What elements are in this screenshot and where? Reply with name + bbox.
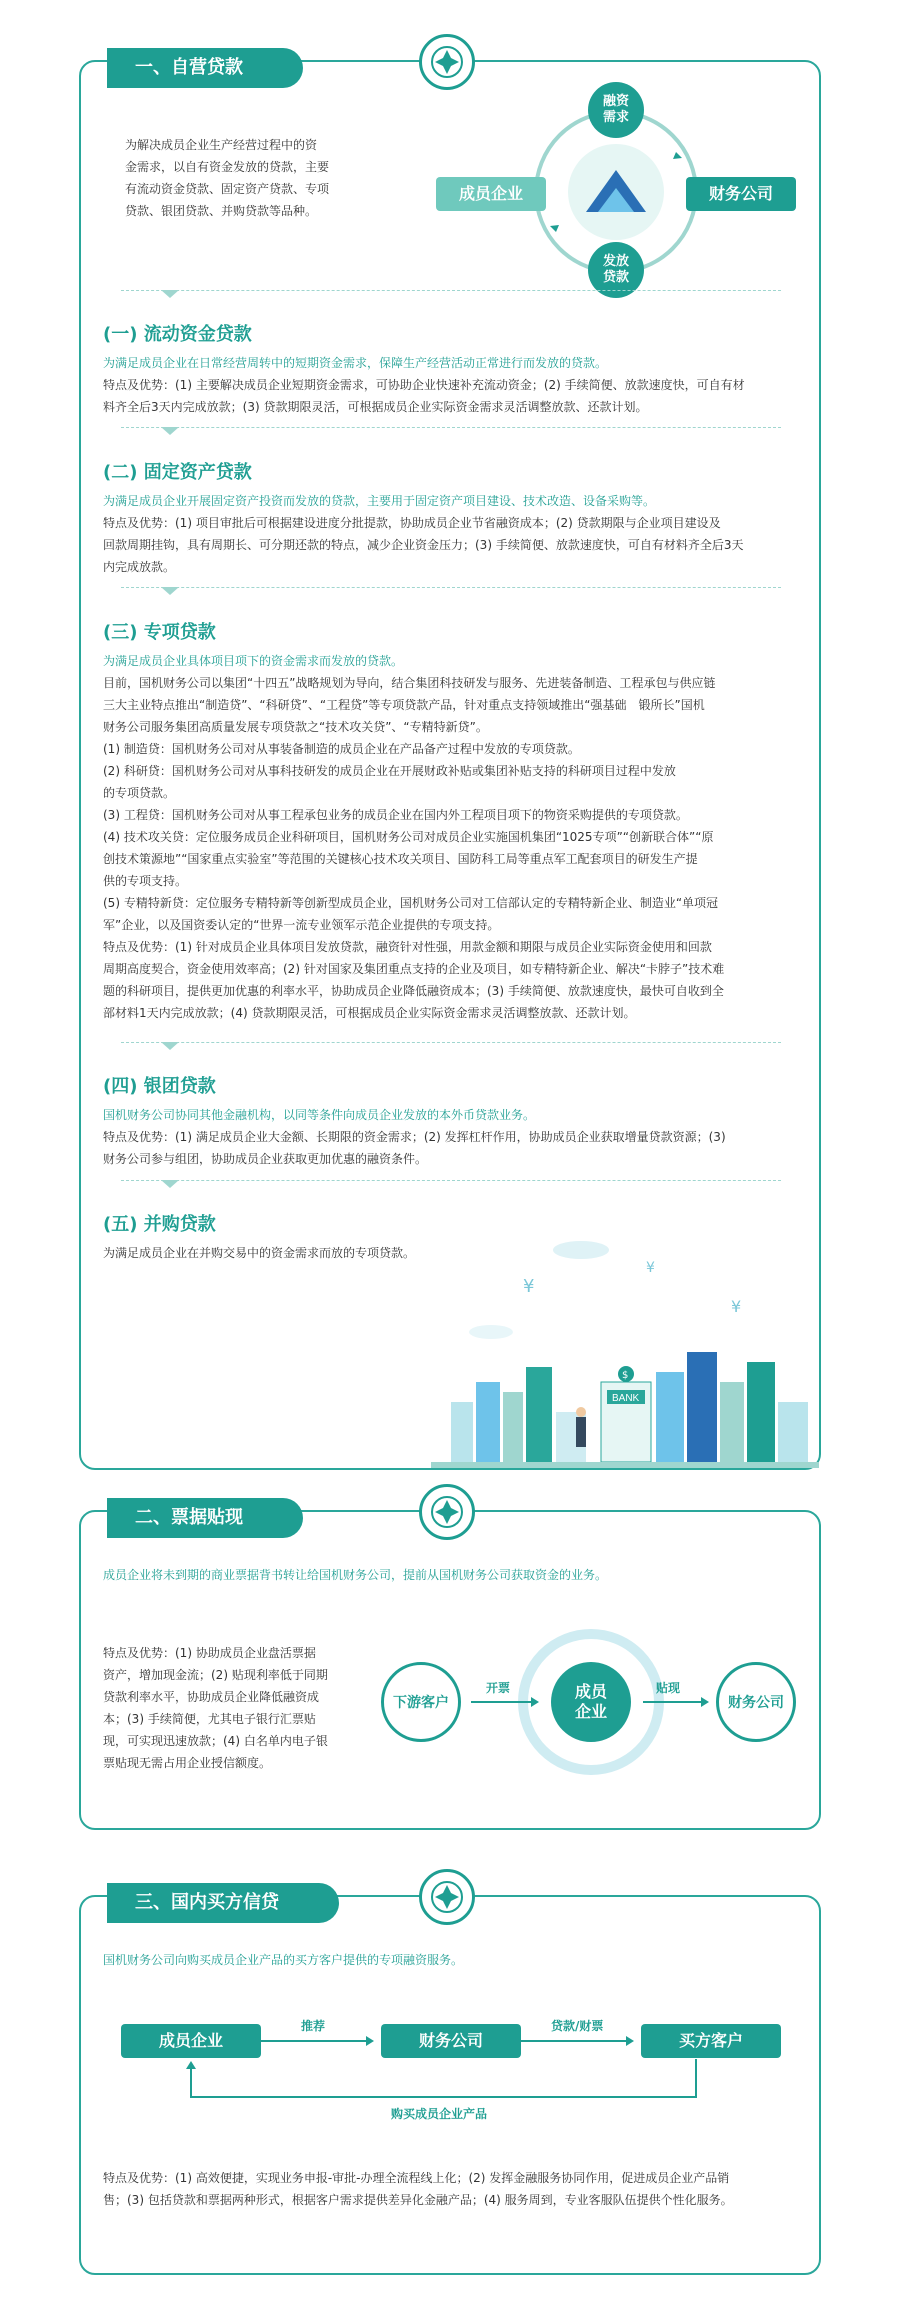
divider-notch [161,1042,179,1050]
svg-text:$: $ [622,1370,629,1381]
label-recommend: 推荐 [301,2019,326,2033]
fixed-asset-text: 为满足成员企业开展固定资产投资而发放的贷款，主要用于固定资产项目建设、技术改造、设备采购等。 特点及优势：(1) 项目审批后可根据建设进度分批提款，协助成员企业节省融资成本；(2) 贷款期限与企业项目建设及 回款周期挂钩，具有周期长、可分期还款的特点，减少企业资金压力；(3) 手续简便、放款速度快，可自有材料齐全后3天 内完成放款。 [103,494,744,574]
svg-text:¥: ¥ [646,1260,655,1276]
buyer-credit-diagram [121,2017,781,2127]
special-loan-text: 为满足成员企业具体项目项下的资金需求而发放的贷款。 目前，国机财务公司以集团“十四五”战略规划为导向，结合集团科技研发与服务、先进装备制造、工程承包与供应链 三大主业特点推出“制造贷”、“科研贷”、“工程贷”等专项贷款产品，针对重点支持领域推出“强基础 锻所长”国机 财务公司服务集团高质量发展专项贷款之“技术攻关贷”、“专精特新贷”。 (1) 制造贷：国机财务公司对从事装备制造的成员企业在产品备产过程中发放的专项贷款。 (2) 科研贷：国机财务公司对从事科技研发的成员企业在开展财政补贴或集团补贴支持的科研项目过程中发放 的专项贷款。 (3) 工程贷：国机财务公司对从事工程承包业务的成员企业在国内外工程项目项下的物资采购提供的专项贷款。 (4) 技术攻关贷：定位服务成员企业科研项目，国机财务公司对成员企业实施国机集团“1025专项”“创新联合体”“原 创技术策源地”“国家重点实验室”等范围的关键核心技术攻关项目、国防科工局等重点军工配套项目的研发生产提 供的专项支持。 (5) 专精特新贷：定位服务专精特新等创新型成员企业，国机财务公司对工信部认定的专精特新企业、制造业“单项冠 军”企业，以及国资委认定的“世界一流专业领军示范企业提供的专项支持。 特点及优势：(1) 针对成员企业具体项目发放贷款，融资针对性强，用款金额和期限与成员企业实际资金使用和回款 周期高度契合，资金使用效率高；(2) 针对国家及集团重点支持的企业及项目，如专精特新企业、解决“卡脖子”技术难 题的科研项目，提供更加优惠的利率水平，协助成员企业降低融资成本；(3) 手续简便、放款速度快，最快可自收到全 部材料1天内完成放款；(4) 贷款期限灵活，可根据成员企业实际资金需求灵活调整放款、还款计划。 [103,654,725,1020]
divider [121,1042,781,1043]
diagram-finance-company: 财务公司 [686,177,796,211]
section-title-buyer-credit: 三、国内买方信贷 [107,1883,339,1923]
diagram-issue-loan: 发放 贷款 [588,242,644,298]
company-logo-icon [419,1869,475,1925]
divider [121,427,781,428]
svg-text:¥: ¥ [731,1297,742,1316]
node-finance-company: 财务公司 [381,2024,521,2058]
divider-notch [161,427,179,435]
diagram-member-company: 成员企业 [436,177,546,211]
label-discount: 贴现 [656,1681,681,1695]
subsection-title-syndicated-loan: (四) 银团贷款 [103,1076,216,1097]
node-finance-company: 财务公司 [716,1662,796,1742]
mna-loan-text: 为满足成员企业在并购交易中的资金需求而放的专项贷款。 [103,1246,416,1260]
bill-discount-features: 特点及优势：(1) 协助成员企业盘活票据 资产，增加现金流；(2) 贴现利率低于同期 贷款利率水平，协助成员企业降低融资成 本；(3) 手续简便，尤其电子银行汇票贴 现，可实现迅速放款；(4) 白名单内电子银 票贴现无需占用企业授信额度。 [103,1646,328,1770]
bill-discount-card [79,1507,821,1830]
subsection-title-fixed-asset: (二) 固定资产贷款 [103,462,252,483]
self-loan-card [79,57,821,1470]
company-logo-icon [419,1484,475,1540]
bill-discount-diagram [381,1627,801,1777]
syndicated-loan-text: 国机财务公司协同其他金融机构，以同等条件向成员企业发放的本外币贷款业务。 特点及优势：(1) 满足成员企业大金额、长期限的资金需求；(2) 发挥杠杆作用，协助成员企业获取增量贷款资源；(3) 财务公司参与组团，协助成员企业获取更加优惠的融资条件。 [103,1108,726,1166]
buyer-credit-lead: 国机财务公司向购买成员企业产品的买方客户提供的专项融资服务。 [103,1953,464,1967]
section-title-bill-discount: 二、票据贴现 [107,1498,303,1538]
self-loan-cycle-diagram [436,82,806,292]
section-title-self-loan: 一、自营贷款 [107,48,303,88]
divider-notch [161,1180,179,1188]
divider-notch [161,587,179,595]
buyer-credit-features: 特点及优势：(1) 高效便捷，实现业务申报-审批-办理全流程线上化；(2) 发挥金融服务协同作用，促进成员企业产品销 售；(3) 包括贷款和票据两种形式，根据客户需求提供差异化金融产品；(4) 服务周到，专业客服队伍提供个性化服务。 [103,2171,733,2207]
self-loan-intro: 为解决成员企业生产经营过程中的资 金需求，以自有资金发放的贷款，主要 有流动资金贷款、固定资产贷款、专项 贷款、银团贷款、并购贷款等品种。 [125,138,330,218]
diagram-financing-demand: 融资 需求 [588,82,644,138]
working-capital-text: 为满足成员企业在日常经营周转中的短期资金需求，保障生产经营活动正常进行而发放的贷款。 特点及优势：(1) 主要解决成员企业短期资金需求，可协助企业快速补充流动资金；(2) 手续简便、放款速度快，可自有材 料齐全后3天内完成放款；(3) 贷款期限灵活，可根据成员企业实际资金需求灵活调整放款、还款计划。 [103,356,745,414]
divider [121,290,781,291]
bill-discount-lead: 成员企业将未到期的商业票据背书转让给国机财务公司，提前从国机财务公司获取资金的业务。 [103,1568,608,1582]
divider [121,587,781,588]
bank-sign: BANK [612,1393,640,1404]
buyer-credit-card [79,1892,821,2275]
svg-text:¥: ¥ [523,1276,535,1297]
subsection-title-mna-loan: (五) 并购贷款 [103,1214,216,1235]
node-member-company: 成员企业 [121,2024,261,2058]
label-issue-bill: 开票 [486,1681,511,1695]
node-downstream-customer: 下游客户 [381,1662,461,1742]
label-purchase-products: 购买成员企业产品 [391,2107,488,2121]
node-buyer-customer: 买方客户 [641,2024,781,2058]
city-bank-illustration [431,1232,819,1468]
subsection-title-special-loan: (三) 专项贷款 [103,622,216,643]
divider [121,1180,781,1181]
divider-notch [161,290,179,298]
subsection-title-working-capital: (一) 流动资金贷款 [103,324,252,345]
node-member-company: 成员 企业 [551,1662,631,1742]
label-loan-bill: 贷款/财票 [551,2019,604,2033]
